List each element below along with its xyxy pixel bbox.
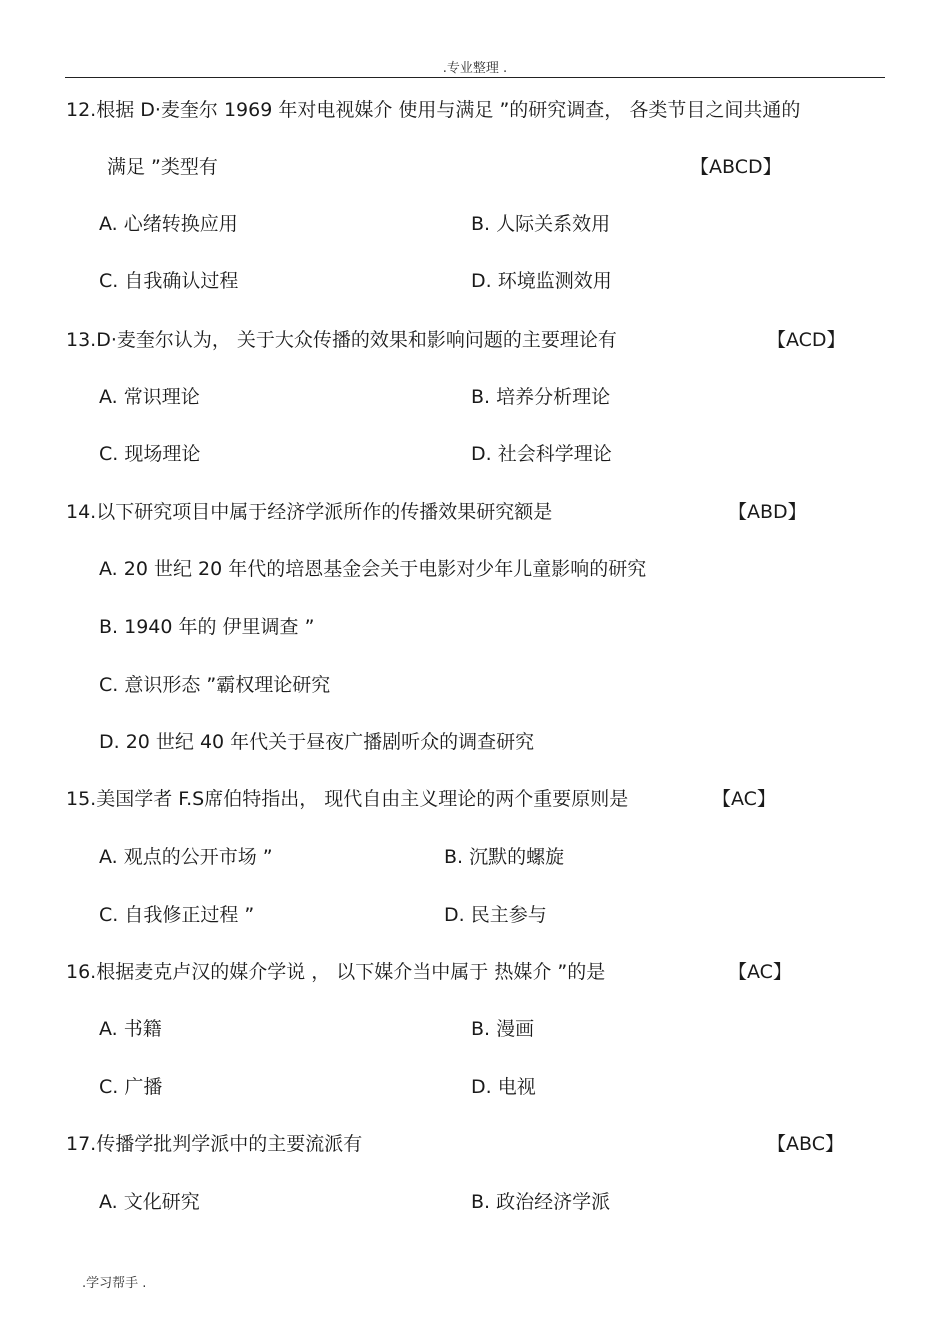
question-15-option-b: B. 沉默的螺旋	[444, 846, 565, 868]
question-14-option-b: B. 1940 年的 伊里调查 ”	[99, 616, 315, 638]
question-16-option-b: B. 漫画	[471, 1018, 535, 1040]
question-14-stem: 14.以下研究项目中属于经济学派所作的传播效果研究额是	[66, 501, 553, 523]
question-16-option-a: A. 书籍	[99, 1018, 162, 1040]
question-12-option-c: C. 自我确认过程	[99, 270, 239, 292]
question-16-option-d: D. 电视	[471, 1076, 536, 1098]
question-14-option-a: A. 20 世纪 20 年代的培恩基金会关于电影对少年儿童影响的研究	[99, 558, 647, 580]
page-header: .专业整理 .	[442, 61, 508, 76]
question-13-option-d: D. 社会科学理论	[471, 443, 612, 465]
question-13-option-a: A. 常识理论	[99, 386, 200, 408]
page-footer: .学习帮手 .	[82, 1276, 147, 1291]
question-17-option-a: A. 文化研究	[99, 1191, 200, 1213]
question-14-option-d: D. 20 世纪 40 年代关于昼夜广播剧听众的调查研究	[99, 731, 535, 753]
question-13-option-b: B. 培养分析理论	[471, 386, 611, 408]
question-15-stem: 15.美国学者 F.S席伯特指出， 现代自由主义理论的两个重要原则是	[66, 788, 629, 810]
question-12-option-d: D. 环境监测效用	[471, 270, 612, 292]
question-12-stem-continued: 满足 ”类型有	[107, 156, 218, 178]
question-14-answer: 【ABD】	[728, 501, 807, 523]
question-13-answer: 【ACD】	[767, 329, 846, 351]
question-12-option-a: A. 心绪转换应用	[99, 213, 238, 235]
question-17-stem: 17.传播学批判学派中的主要流派有	[66, 1133, 363, 1155]
question-15-answer: 【AC】	[712, 788, 776, 810]
question-17-option-b: B. 政治经济学派	[471, 1191, 611, 1213]
question-13-stem: 13.D·麦奎尔认为， 关于大众传播的效果和影响问题的主要理论有	[66, 329, 617, 351]
question-12-stem: 12.根据 D·麦奎尔 1969 年对电视媒介 使用与满足 ”的研究调查， 各类节目之间共通的	[66, 99, 801, 121]
question-15-option-c: C. 自我修正过程 ”	[99, 904, 255, 926]
question-16-option-c: C. 广播	[99, 1076, 163, 1098]
header-rule	[65, 77, 885, 78]
question-17-answer: 【ABC】	[767, 1133, 844, 1155]
question-16-answer: 【AC】	[728, 961, 792, 983]
question-15-option-a: A. 观点的公开市场 ”	[99, 846, 273, 868]
question-12-answer: 【ABCD】	[690, 156, 782, 178]
question-12-option-b: B. 人际关系效用	[471, 213, 611, 235]
question-15-option-d: D. 民主参与	[444, 904, 547, 926]
question-14-option-c: C. 意识形态 ”霸权理论研究	[99, 674, 331, 696]
question-16-stem: 16.根据麦克卢汉的媒介学说 ， 以下媒介当中属于 热媒介 ”的是	[66, 961, 606, 983]
question-13-option-c: C. 现场理论	[99, 443, 201, 465]
